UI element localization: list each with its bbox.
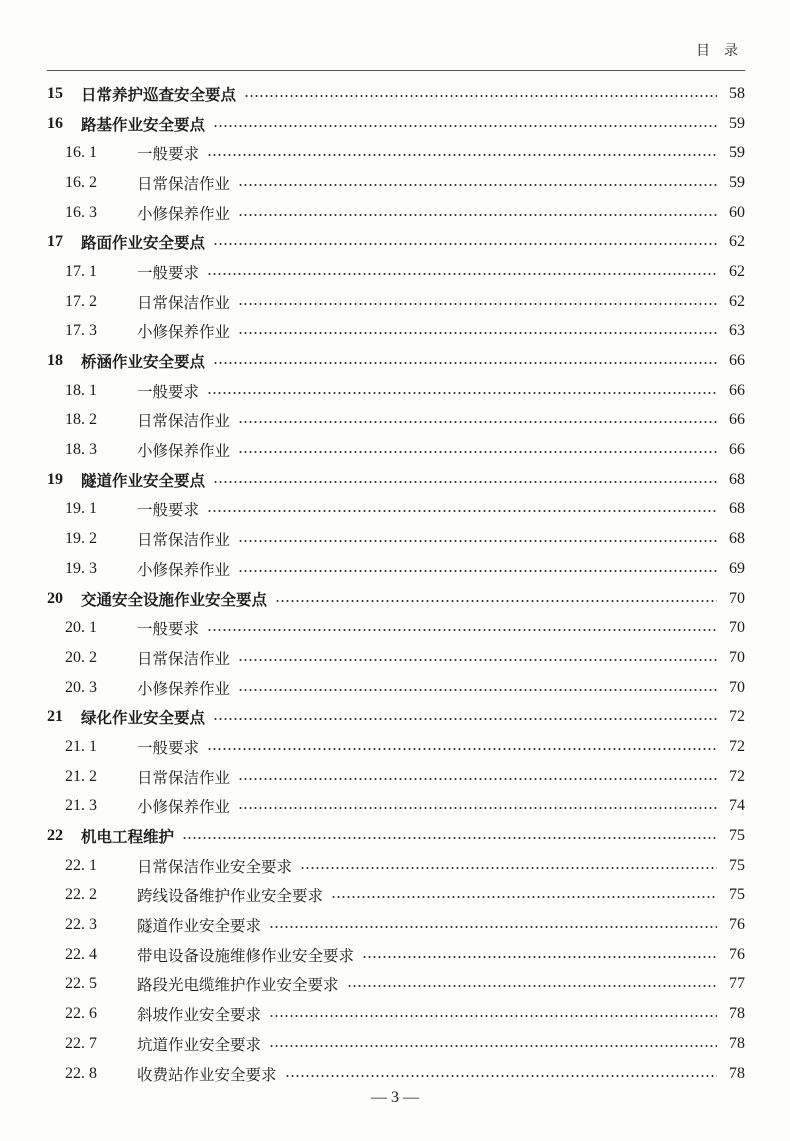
toc-entry-title: 日常保洁作业	[137, 293, 231, 312]
toc-entry-page: 78	[729, 1064, 745, 1082]
dot-leader	[213, 125, 717, 127]
dot-leader	[213, 718, 717, 720]
dot-leader	[238, 303, 717, 305]
dot-leader	[238, 421, 717, 423]
toc-entry-page: 78	[729, 1034, 745, 1052]
toc-section-entry[interactable]	[47, 257, 745, 287]
toc-entry-page: 78	[729, 1005, 745, 1023]
header-divider	[47, 70, 745, 71]
toc-entry-page: 66	[729, 352, 745, 370]
toc-entry-page: 66	[729, 441, 745, 459]
table-of-contents	[47, 79, 745, 1088]
toc-entry-number: 21. 1	[65, 737, 97, 755]
toc-section-entry[interactable]	[47, 168, 745, 198]
dot-leader	[213, 481, 717, 483]
toc-entry-number: 22. 2	[65, 886, 97, 904]
toc-entry-page: 77	[729, 975, 745, 993]
toc-entry-number: 20. 2	[65, 648, 97, 666]
toc-entry-number: 20. 1	[65, 619, 97, 637]
toc-entry-number: 18. 3	[65, 441, 97, 459]
dot-leader	[238, 659, 717, 661]
toc-entry-number: 22	[47, 827, 63, 845]
toc-section-entry[interactable]	[47, 910, 745, 940]
toc-entry-title: 日常养护巡查安全要点	[81, 85, 237, 104]
toc-entry-page: 68	[729, 470, 745, 488]
toc-entry-page: 75	[729, 827, 745, 845]
page-number: — 3 —	[371, 1089, 419, 1106]
toc-entry-title: 日常保洁作业	[137, 531, 231, 550]
dot-leader	[207, 273, 717, 275]
running-header: 目 录	[696, 43, 738, 59]
toc-entry-page: 70	[729, 619, 745, 637]
toc-section-entry[interactable]	[47, 524, 745, 554]
toc-section-entry[interactable]	[47, 435, 745, 465]
toc-entry-page: 75	[729, 886, 745, 904]
toc-entry-title: 隧道作业安全要求	[137, 917, 262, 936]
toc-entry-page: 74	[729, 797, 745, 815]
toc-entry-title: 绿化作业安全要点	[81, 709, 206, 728]
toc-entry-number: 22. 6	[65, 1005, 97, 1023]
toc-chapter-entry[interactable]	[47, 584, 745, 614]
toc-entry-number: 19	[47, 470, 63, 488]
toc-entry-number: 21. 3	[65, 797, 97, 815]
toc-section-entry[interactable]	[47, 851, 745, 881]
toc-entry-title: 带电设备设施维修作业安全要求	[137, 946, 355, 965]
toc-section-entry[interactable]	[47, 762, 745, 792]
toc-section-entry[interactable]	[47, 732, 745, 762]
toc-entry-number: 22. 8	[65, 1064, 97, 1082]
toc-entry-number: 19. 2	[65, 530, 97, 548]
toc-entry-title: 交通安全设施作业安全要点	[81, 590, 268, 609]
toc-entry-page: 70	[729, 648, 745, 666]
toc-entry-page: 69	[729, 559, 745, 577]
toc-entry-page: 72	[729, 708, 745, 726]
dot-leader	[275, 600, 717, 602]
dot-leader	[238, 214, 717, 216]
toc-entry-title: 一般要求	[137, 145, 200, 164]
toc-entry-page: 59	[729, 114, 745, 132]
toc-entry-number: 22. 3	[65, 916, 97, 934]
toc-entry-page: 66	[729, 411, 745, 429]
toc-entry-title: 小修保养作业	[137, 798, 231, 817]
toc-section-entry[interactable]	[47, 940, 745, 970]
dot-leader	[238, 570, 717, 572]
dot-leader	[362, 956, 717, 958]
dot-leader	[207, 510, 717, 512]
toc-section-entry[interactable]	[47, 1029, 745, 1059]
toc-entry-page: 68	[729, 500, 745, 518]
toc-chapter-entry[interactable]	[47, 465, 745, 495]
toc-section-entry[interactable]	[47, 376, 745, 406]
toc-entry-number: 19. 3	[65, 559, 97, 577]
toc-section-entry[interactable]	[47, 406, 745, 436]
toc-entry-number: 18	[47, 352, 63, 370]
toc-section-entry[interactable]	[47, 287, 745, 317]
toc-section-entry[interactable]	[47, 881, 745, 911]
toc-entry-number: 18. 1	[65, 381, 97, 399]
toc-entry-number: 21	[47, 708, 63, 726]
toc-entry-number: 17. 1	[65, 262, 97, 280]
toc-entry-title: 日常保洁作业	[137, 768, 231, 787]
toc-entry-page: 72	[729, 767, 745, 785]
toc-entry-number: 20	[47, 589, 63, 607]
toc-section-entry[interactable]	[47, 1059, 745, 1089]
toc-section-entry[interactable]	[47, 317, 745, 347]
toc-entry-page: 70	[729, 589, 745, 607]
toc-section-entry[interactable]	[47, 554, 745, 584]
toc-section-entry[interactable]	[47, 673, 745, 703]
toc-entry-number: 22. 1	[65, 856, 97, 874]
dot-leader	[213, 243, 717, 245]
dot-leader	[347, 985, 717, 987]
toc-section-entry[interactable]	[47, 643, 745, 673]
toc-entry-page: 63	[729, 322, 745, 340]
toc-entry-number: 16. 3	[65, 203, 97, 221]
toc-entry-number: 19. 1	[65, 500, 97, 518]
toc-section-entry[interactable]	[47, 613, 745, 643]
toc-entry-page: 76	[729, 945, 745, 963]
dot-leader	[238, 540, 717, 542]
dot-leader	[238, 778, 717, 780]
toc-section-entry[interactable]	[47, 970, 745, 1000]
toc-entry-number: 22. 7	[65, 1034, 97, 1052]
toc-entry-number: 16	[47, 114, 63, 132]
toc-entry-page: 76	[729, 916, 745, 934]
toc-entry-page: 60	[729, 203, 745, 221]
dot-leader	[207, 392, 717, 394]
toc-entry-page: 70	[729, 678, 745, 696]
toc-entry-page: 58	[729, 84, 745, 102]
toc-entry-page: 66	[729, 381, 745, 399]
toc-entry-title: 小修保养作业	[137, 679, 231, 698]
dot-leader	[207, 748, 717, 750]
toc-entry-number: 15	[47, 84, 63, 102]
toc-entry-title: 小修保养作业	[137, 204, 231, 223]
dot-leader	[238, 689, 717, 691]
dot-leader	[285, 1075, 717, 1077]
toc-entry-title: 日常保洁作业安全要求	[137, 857, 293, 876]
dot-leader	[300, 867, 717, 869]
toc-entry-title: 机电工程维护	[81, 828, 175, 847]
toc-entry-page: 62	[729, 233, 745, 251]
toc-section-entry[interactable]	[47, 198, 745, 228]
toc-entry-title: 斜坡作业安全要求	[137, 1006, 262, 1025]
toc-entry-title: 日常保洁作业	[137, 412, 231, 431]
toc-entry-page: 62	[729, 262, 745, 280]
toc-entry-number: 16. 1	[65, 144, 97, 162]
toc-chapter-entry[interactable]	[47, 109, 745, 139]
dot-leader	[207, 629, 717, 631]
dot-leader	[182, 837, 717, 839]
toc-entry-title: 路基作业安全要点	[81, 115, 206, 134]
toc-entry-title: 小修保养作业	[137, 560, 231, 579]
toc-section-entry[interactable]	[47, 792, 745, 822]
toc-entry-title: 日常保洁作业	[137, 649, 231, 668]
toc-entry-title: 坑道作业安全要求	[137, 1035, 262, 1054]
toc-entry-number: 17. 2	[65, 292, 97, 310]
dot-leader	[238, 807, 717, 809]
dot-leader	[238, 451, 717, 453]
toc-entry-title: 一般要求	[137, 501, 200, 520]
toc-entry-title: 跨线设备维护作业安全要求	[137, 887, 324, 906]
toc-entry-title: 一般要求	[137, 620, 200, 639]
toc-entry-number: 18. 2	[65, 411, 97, 429]
toc-entry-title: 一般要求	[137, 738, 200, 757]
toc-entry-title: 日常保洁作业	[137, 174, 231, 193]
dot-leader	[238, 332, 717, 334]
toc-entry-page: 59	[729, 144, 745, 162]
toc-chapter-entry[interactable]	[47, 821, 745, 851]
toc-entry-page: 75	[729, 856, 745, 874]
toc-chapter-entry[interactable]	[47, 79, 745, 109]
toc-entry-title: 路面作业安全要点	[81, 234, 206, 253]
toc-chapter-entry[interactable]	[47, 227, 745, 257]
toc-entry-title: 隧道作业安全要点	[81, 471, 206, 490]
toc-entry-number: 16. 2	[65, 173, 97, 191]
dot-leader	[269, 1015, 717, 1017]
dot-leader	[244, 95, 717, 97]
toc-entry-title: 路段光电缆维护作业安全要求	[137, 976, 339, 995]
toc-entry-title: 桥涵作业安全要点	[81, 353, 206, 372]
dot-leader	[207, 154, 717, 156]
toc-entry-number: 22. 4	[65, 945, 97, 963]
dot-leader	[331, 896, 717, 898]
toc-entry-page: 62	[729, 292, 745, 310]
toc-section-entry[interactable]	[47, 138, 745, 168]
toc-entry-title: 小修保养作业	[137, 323, 231, 342]
toc-entry-number: 20. 3	[65, 678, 97, 696]
dot-leader	[213, 362, 717, 364]
toc-entry-title: 一般要求	[137, 263, 200, 282]
toc-section-entry[interactable]	[47, 999, 745, 1029]
toc-entry-number: 21. 2	[65, 767, 97, 785]
toc-section-entry[interactable]	[47, 495, 745, 525]
toc-entry-number: 22. 5	[65, 975, 97, 993]
toc-chapter-entry[interactable]	[47, 346, 745, 376]
dot-leader	[238, 184, 717, 186]
toc-entry-title: 收费站作业安全要求	[137, 1065, 277, 1084]
dot-leader	[269, 926, 717, 928]
dot-leader	[269, 1045, 717, 1047]
toc-entry-page: 68	[729, 530, 745, 548]
toc-entry-page: 72	[729, 737, 745, 755]
toc-entry-page: 59	[729, 173, 745, 191]
toc-entry-number: 17	[47, 233, 63, 251]
toc-entry-number: 17. 3	[65, 322, 97, 340]
toc-entry-title: 小修保养作业	[137, 442, 231, 461]
toc-entry-title: 一般要求	[137, 382, 200, 401]
toc-chapter-entry[interactable]	[47, 702, 745, 732]
